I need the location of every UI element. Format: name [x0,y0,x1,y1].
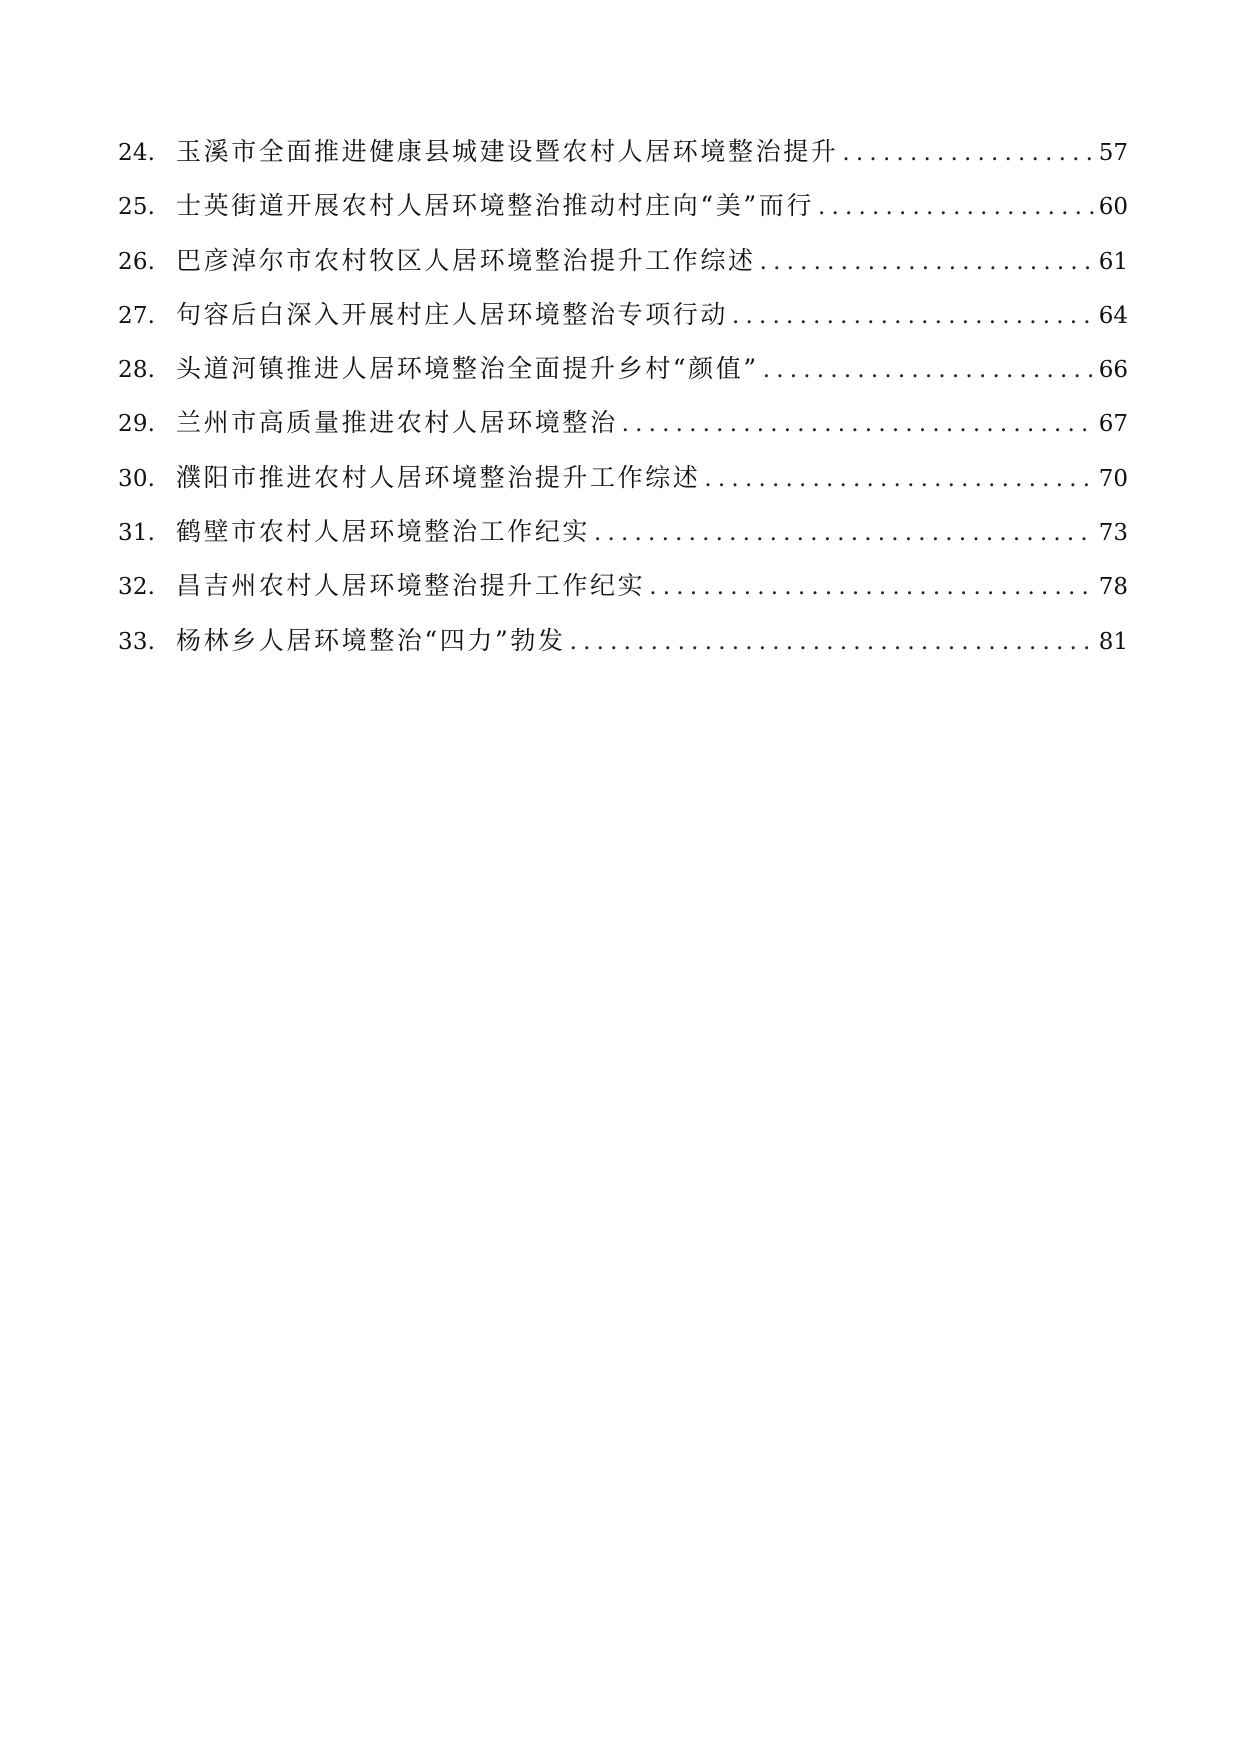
toc-entry-title: 士英街道开展农村人居环境整治推动村庄向“美”而行 [176,191,814,221]
toc-entry-page: 60 [1098,194,1128,221]
toc-entry-number: 27. [118,302,156,329]
toc-entry-number: 32. [118,574,156,601]
toc-entry-page: 81 [1098,628,1128,655]
toc-dot-leader [622,397,1096,451]
toc-entry-number: 24. [118,140,156,166]
toc-entry-title: 濮阳市推进农村人居环境整治提升工作综述 [176,462,701,492]
toc-entry[interactable] [118,505,1128,559]
toc-entry-title: 昌吉州农村人居环境整治提升工作纪实 [176,571,646,601]
toc-entry-title: 句容后白深入开展村庄人居环境整治专项行动 [176,299,729,329]
toc-entry-number: 33. [118,628,156,655]
toc-dot-leader [818,180,1096,234]
toc-dot-leader [842,126,1095,180]
toc-dot-leader [594,506,1096,560]
toc-entry-title: 头道河镇推进人居环境整治全面提升乡村“颜值” [176,354,759,384]
toc-entry-title: 鹤壁市农村人居环境整治工作纪实 [176,517,591,547]
toc-entry-page: 78 [1098,574,1128,601]
toc-entry-number: 30. [118,465,156,492]
toc-entry-page: 70 [1098,465,1128,492]
toc-entry[interactable] [118,342,1128,396]
toc-entry-title: 巴彦淖尔市农村牧区人居环境整治提升工作综述 [176,245,756,275]
toc-entry-number: 25. [118,194,156,221]
toc-entry-number: 26. [118,248,156,275]
toc-entry-number: 31. [118,520,156,547]
toc-entry-page: 61 [1098,248,1128,275]
toc-dot-leader [763,343,1096,397]
toc-entry-number: 28. [118,357,156,384]
toc-entry[interactable] [118,614,1128,668]
toc-entry-page: 64 [1098,302,1128,329]
toc-entry[interactable] [118,179,1128,233]
toc-entry[interactable] [118,288,1128,342]
toc-dot-leader [760,235,1096,289]
toc-entry[interactable] [118,451,1128,505]
toc-entry-page: 67 [1098,411,1128,438]
toc-entry-page: 73 [1098,520,1128,547]
toc-dot-leader [570,615,1096,669]
toc-entry-number: 29. [118,411,156,438]
toc-entry-page: 57 [1098,140,1128,166]
toc-entry[interactable] [118,125,1128,179]
toc-entry[interactable] [118,234,1128,288]
toc-entry-title: 杨林乡人居环境整治“四力”勃发 [176,625,566,655]
toc-entry[interactable] [118,559,1128,613]
toc-dot-leader [704,452,1095,506]
toc-entry-page: 66 [1098,357,1128,384]
table-of-contents [118,125,1128,668]
toc-dot-leader [732,289,1096,343]
toc-entry-title: 兰州市高质量推进农村人居环境整治 [176,408,618,438]
toc-entry-title: 玉溪市全面推进健康县城建设暨农村人居环境整治提升 [176,137,839,166]
toc-dot-leader [649,560,1096,614]
toc-entry[interactable] [118,396,1128,450]
